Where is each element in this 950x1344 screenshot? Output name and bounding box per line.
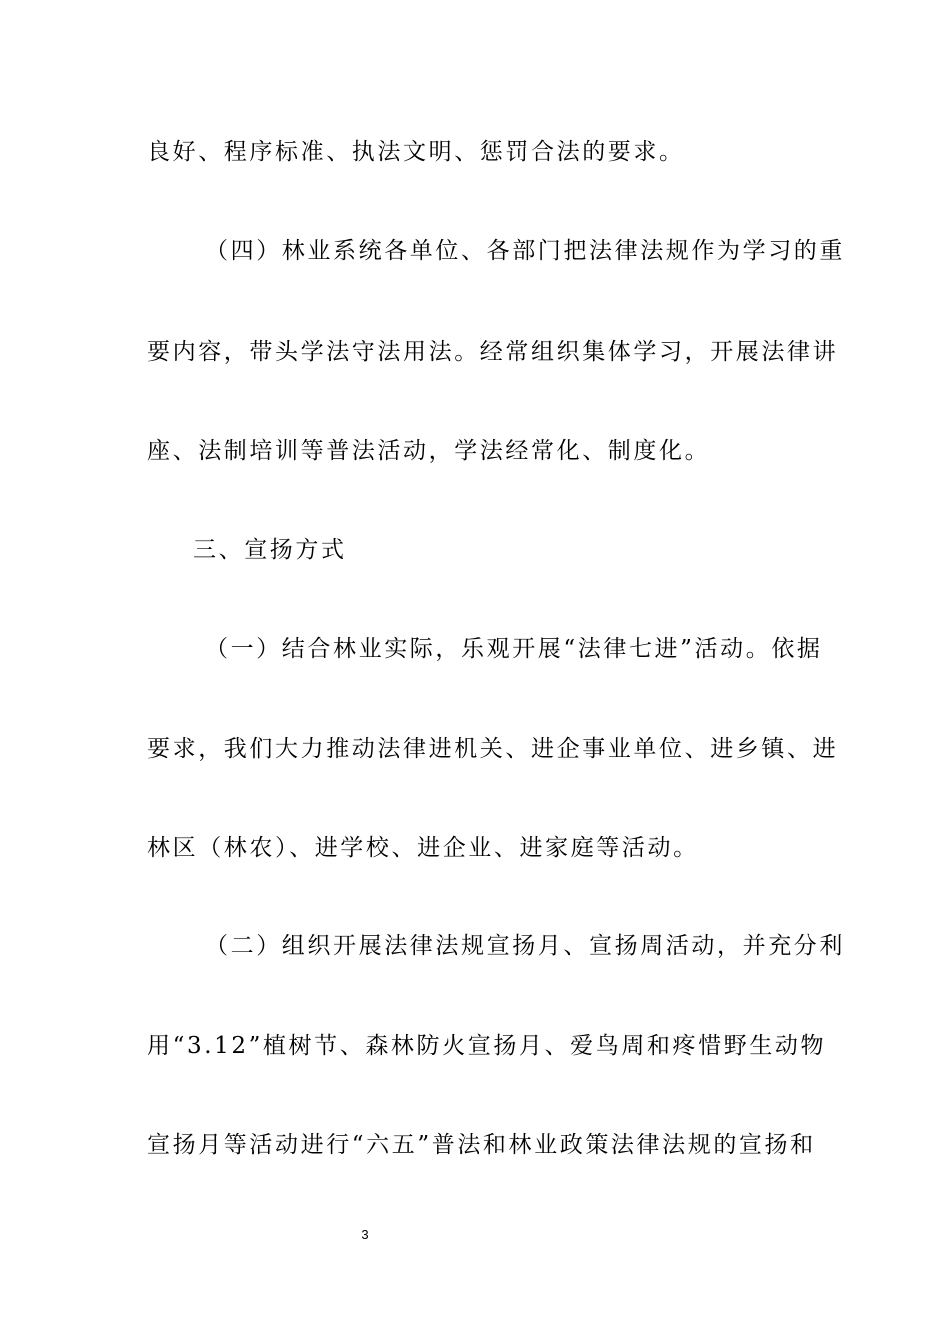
paragraph-line: 用“3.12”植树节、森林防火宣扬月、爱鸟周和疼惜野生动物 [147, 1033, 827, 1059]
paragraph-line: 要求，我们大力推动法律进机关、进企事业单位、进乡镇、进 [147, 736, 839, 762]
page-number: 3 [361, 1227, 369, 1242]
paragraph-line: 宣扬月等活动进行“六五”普法和林业政策法律法规的宣扬和 [147, 1132, 816, 1158]
paragraph-line: 良好、程序标准、执法文明、惩罚合法的要求。 [147, 139, 685, 165]
paragraph-line: （一）结合林业实际，乐观开展“法律七进”活动。依据 [205, 636, 823, 662]
paragraph-line: 座、法制培训等普法活动，学法经常化、制度化。 [147, 438, 711, 464]
paragraph-line: （四）林业系统各单位、各部门把法律法规作为学习的重 [205, 238, 845, 264]
paragraph-line: （二）组织开展法律法规宣扬月、宣扬周活动，并充分利 [205, 933, 845, 959]
paragraph-line: 林区（林农）、进学校、进企业、进家庭等活动。 [147, 835, 699, 861]
paragraph-line: 要内容，带头学法守法用法。经常组织集体学习，开展法律讲 [147, 339, 839, 365]
section-heading: 三、宣扬方式 [193, 537, 347, 563]
